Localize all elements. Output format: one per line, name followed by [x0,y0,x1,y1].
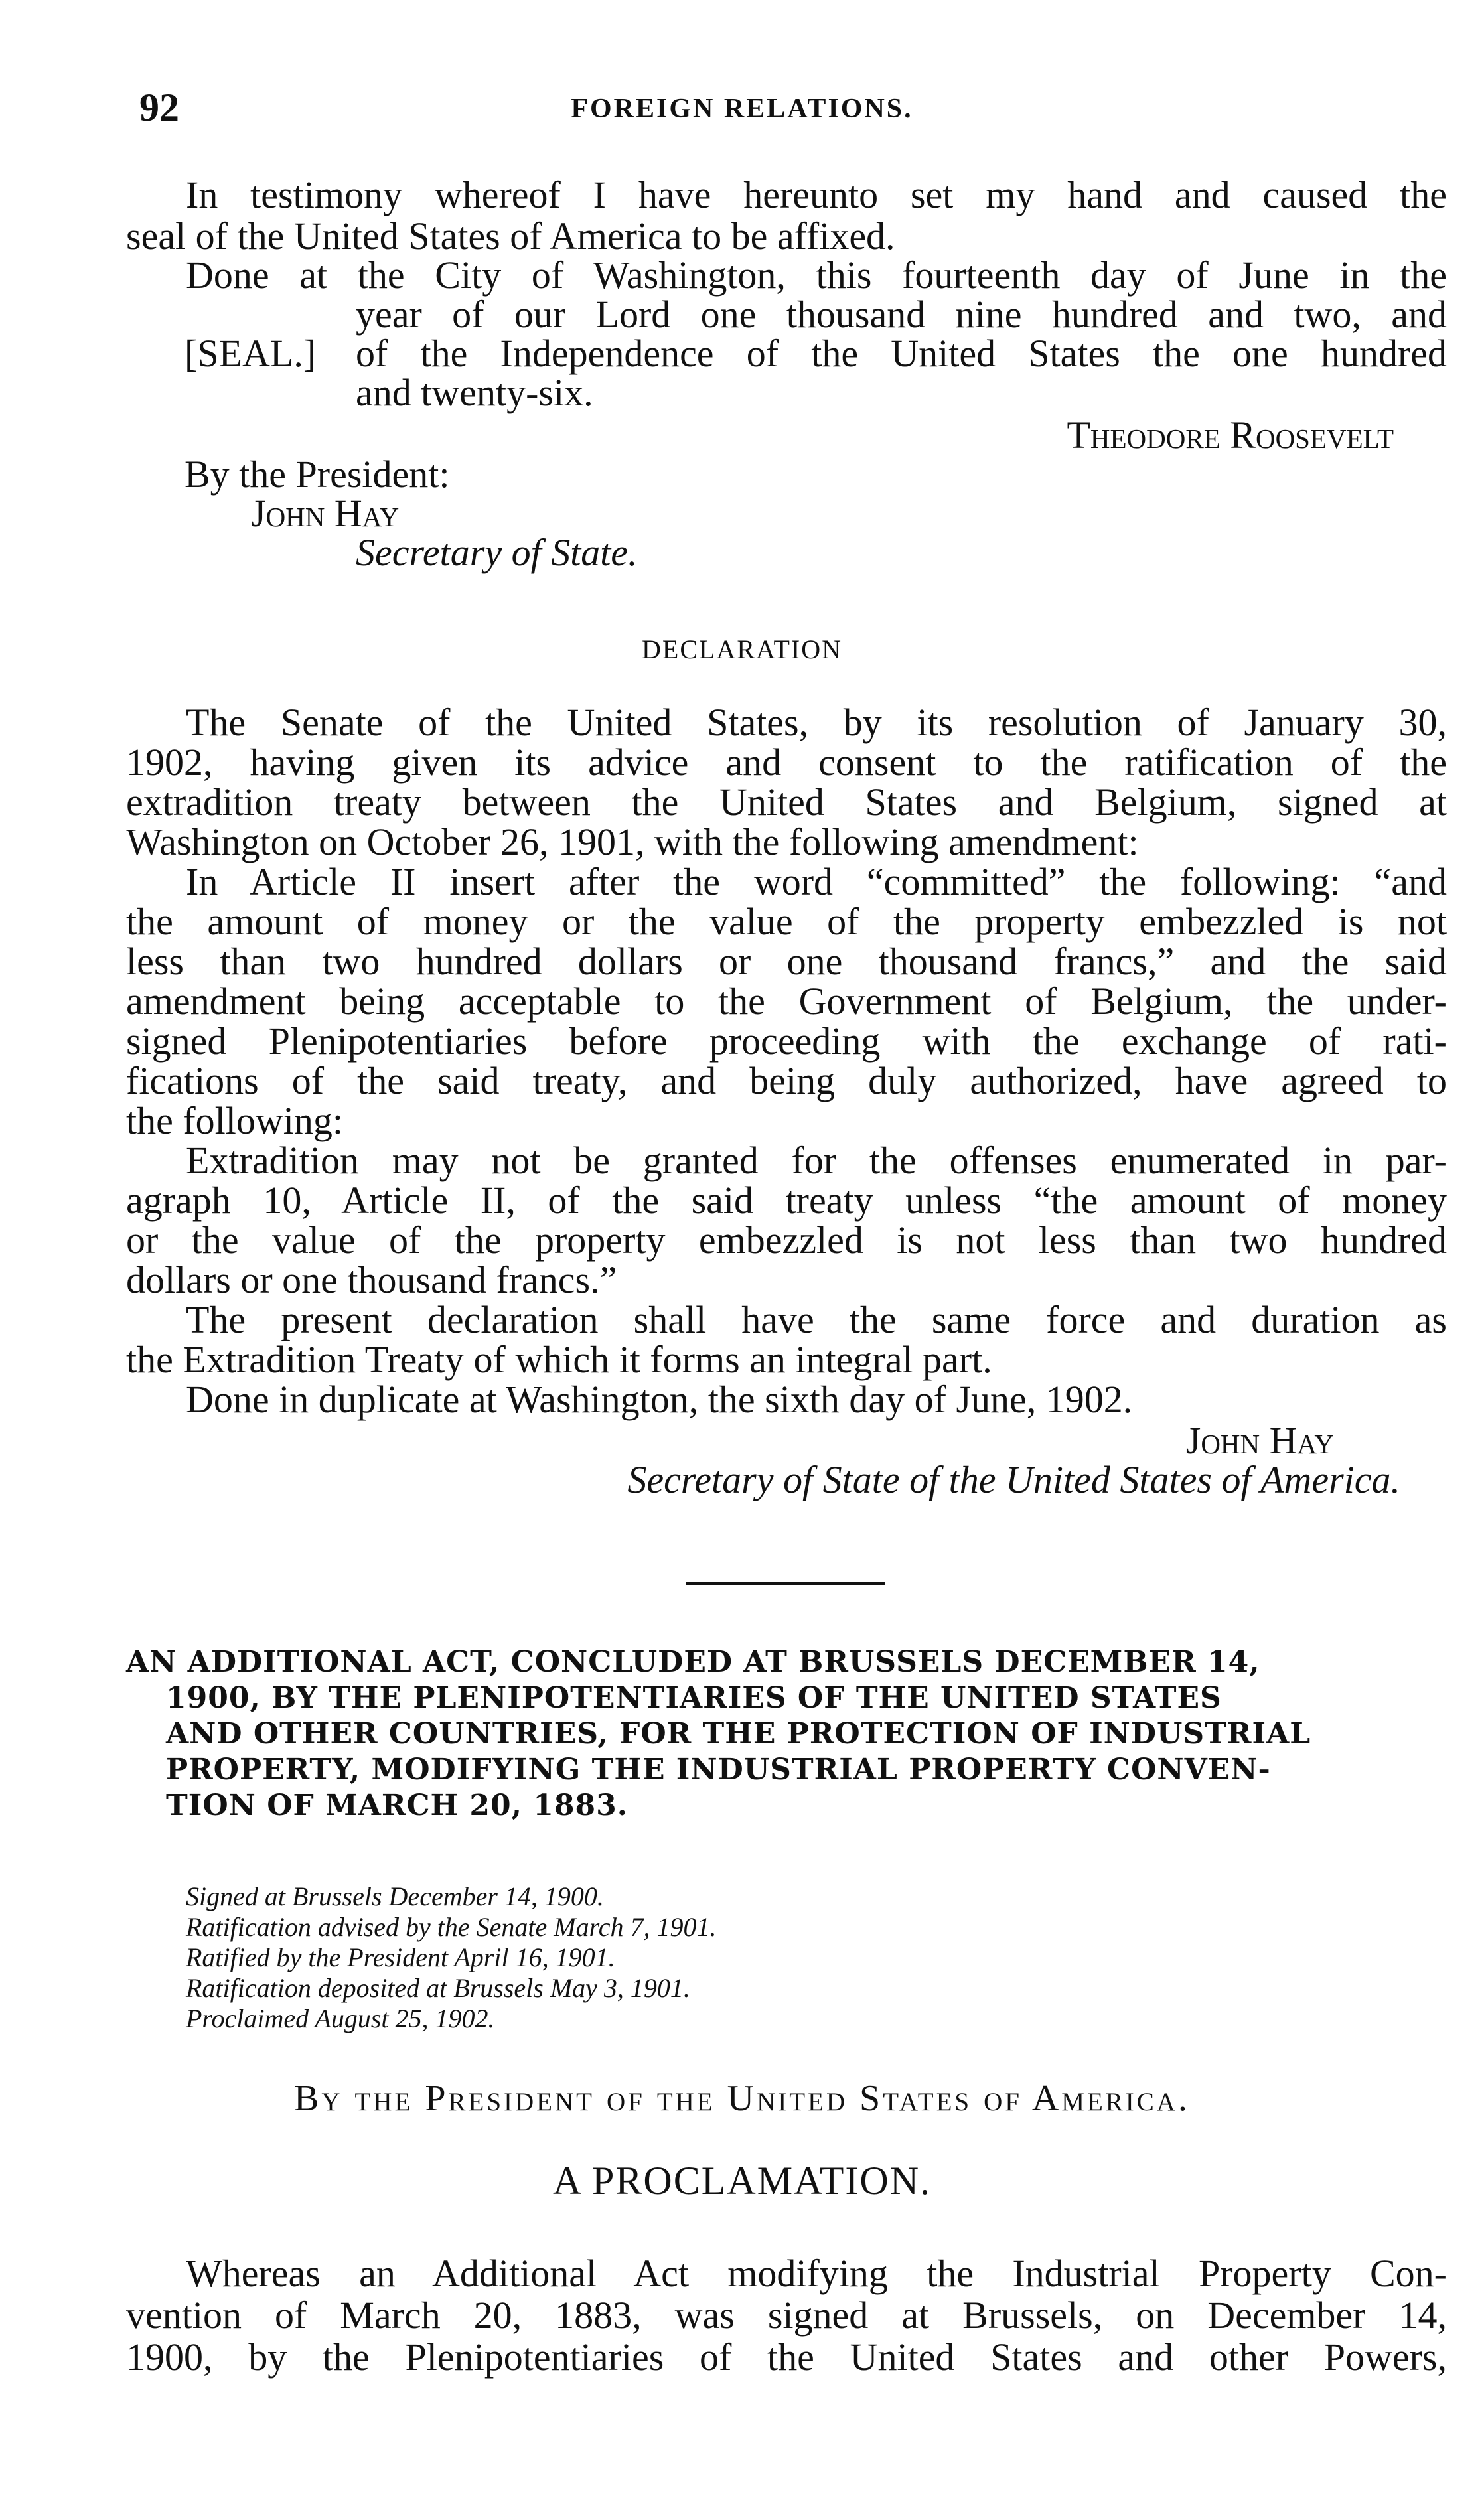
declaration-p1-line-3: extradition treaty between the United States and Belgium, signed at [126,780,1447,824]
declaration-done-line: Done in duplicate at Washington, the sixth day of June, 1902. [186,1378,1133,1421]
declaration-p1-line-4: Washington on October 26, 1901, with the following amendment: [126,820,1139,863]
declaration-p2-line-3: less than two hundred dollars or one thousand francs,” and the said [126,940,1447,983]
proclamation-line-3: 1900, by the Plenipotentiaries of the United States and other Powers, [126,2335,1447,2379]
declaration-p2-line-2: the amount of money or the value of the property embezzled is not [126,900,1447,943]
secretary-title: Secretary of State. [356,531,638,574]
done-at-line-2: year of our Lord one thousand nine hundred and two, and [356,293,1447,336]
history-ratification-deposited: Ratification deposited at Brussels May 3, 1901. [186,1973,690,2003]
declaration-p4-line-2: the Extradition Treaty of which it forms an integral part. [126,1338,992,1381]
act-title-line-3: AND OTHER COUNTRIES, FOR THE PROTECTION OF INDUSTRIAL [166,1717,1311,1751]
by-the-president-label: By the President: [185,453,450,496]
proclamation-line-1: Whereas an Additional Act modifying the Industrial Property Con- [186,2252,1447,2295]
declaration-p2-line-1: In Article II insert after the word “committed” the following: “and [186,860,1447,903]
history-ratification-advised: Ratification advised by the Senate March 7, 1901. [186,1912,717,1942]
page-number: 92 [139,86,179,129]
act-title-line-5: TION OF MARCH 20, 1883. [166,1789,629,1822]
act-title-line-4: PROPERTY, MODIFYING THE INDUSTRIAL PROPERTY CONVEN- [166,1753,1271,1787]
president-signature: Theodore Roosevelt [1067,413,1394,457]
declaration-p3-line-1: Extradition may not be granted for the offenses enumerated in par- [186,1139,1447,1182]
declaration-p2-line-6: fications of the said treaty, and being duly authorized, have agreed to [126,1059,1447,1102]
declaration-p2-line-7: the following: [126,1099,344,1142]
declaration-p2-line-4: amendment being acceptable to the Government of Belgium, the under- [126,980,1447,1023]
section-divider-rule [686,1582,885,1585]
done-at-line-4: and twenty-six. [356,371,593,414]
act-title-line-1: AN ADDITIONAL ACT, CONCLUDED AT BRUSSELS DECEMBER 14, [126,1645,1260,1679]
declaration-p3-line-4: dollars or one thousand francs.” [126,1258,617,1301]
history-signed: Signed at Brussels December 14, 1900. [186,1881,604,1911]
declaration-p1-line-2: 1902, having given its advice and consent to the ratification of the [126,741,1447,784]
declaration-signature: John Hay [1185,1419,1334,1462]
proclamation-line-2: vention of March 20, 1883, was signed at Brussels, on December 14, [126,2294,1447,2337]
secretary-name: John Hay [251,492,400,535]
by-the-president-line: By the President of the United States of America. [294,2078,1190,2119]
declaration-heading: DECLARATION [642,634,842,664]
history-proclaimed: Proclaimed August 25, 1902. [186,2004,495,2033]
act-title-line-2: 1900, BY THE PLENIPOTENTIARIES OF THE UNITED STATES [166,1681,1222,1715]
history-ratified: Ratified by the President April 16, 1901. [186,1943,615,1972]
declaration-p4-line-1: The present declaration shall have the same force and duration as [186,1298,1447,1341]
declaration-p3-line-3: or the value of the property embezzled is not less than two hundred [126,1218,1447,1262]
seal-mark: [SEAL.] [185,332,317,375]
running-head: FOREIGN RELATIONS. [571,94,913,124]
testimony-line-2: seal of the United States of America to be affixed. [126,214,895,257]
declaration-p2-line-5: signed Plenipotentiaries before proceeding with the exchange of rati- [126,1019,1447,1063]
treaty-history [186,1881,1314,2034]
declaration-p3-line-2: agraph 10, Article II, of the said treaty unless “the amount of money [126,1179,1447,1222]
declaration-signer-title: Secretary of State of the United States of America. [627,1458,1400,1501]
done-at-line-3: of the Independence of the United States the one hundred [356,332,1447,375]
declaration-p1-line-1: The Senate of the United States, by its resolution of January 30, [186,701,1447,744]
act-title [126,1645,1447,1824]
testimony-line-1: In testimony whereof I have hereunto set my hand and caused the [186,173,1447,216]
proclamation-heading: A PROCLAMATION. [552,2159,932,2203]
done-at-line-1: Done at the City of Washington, this fourteenth day of June in the [186,254,1447,297]
